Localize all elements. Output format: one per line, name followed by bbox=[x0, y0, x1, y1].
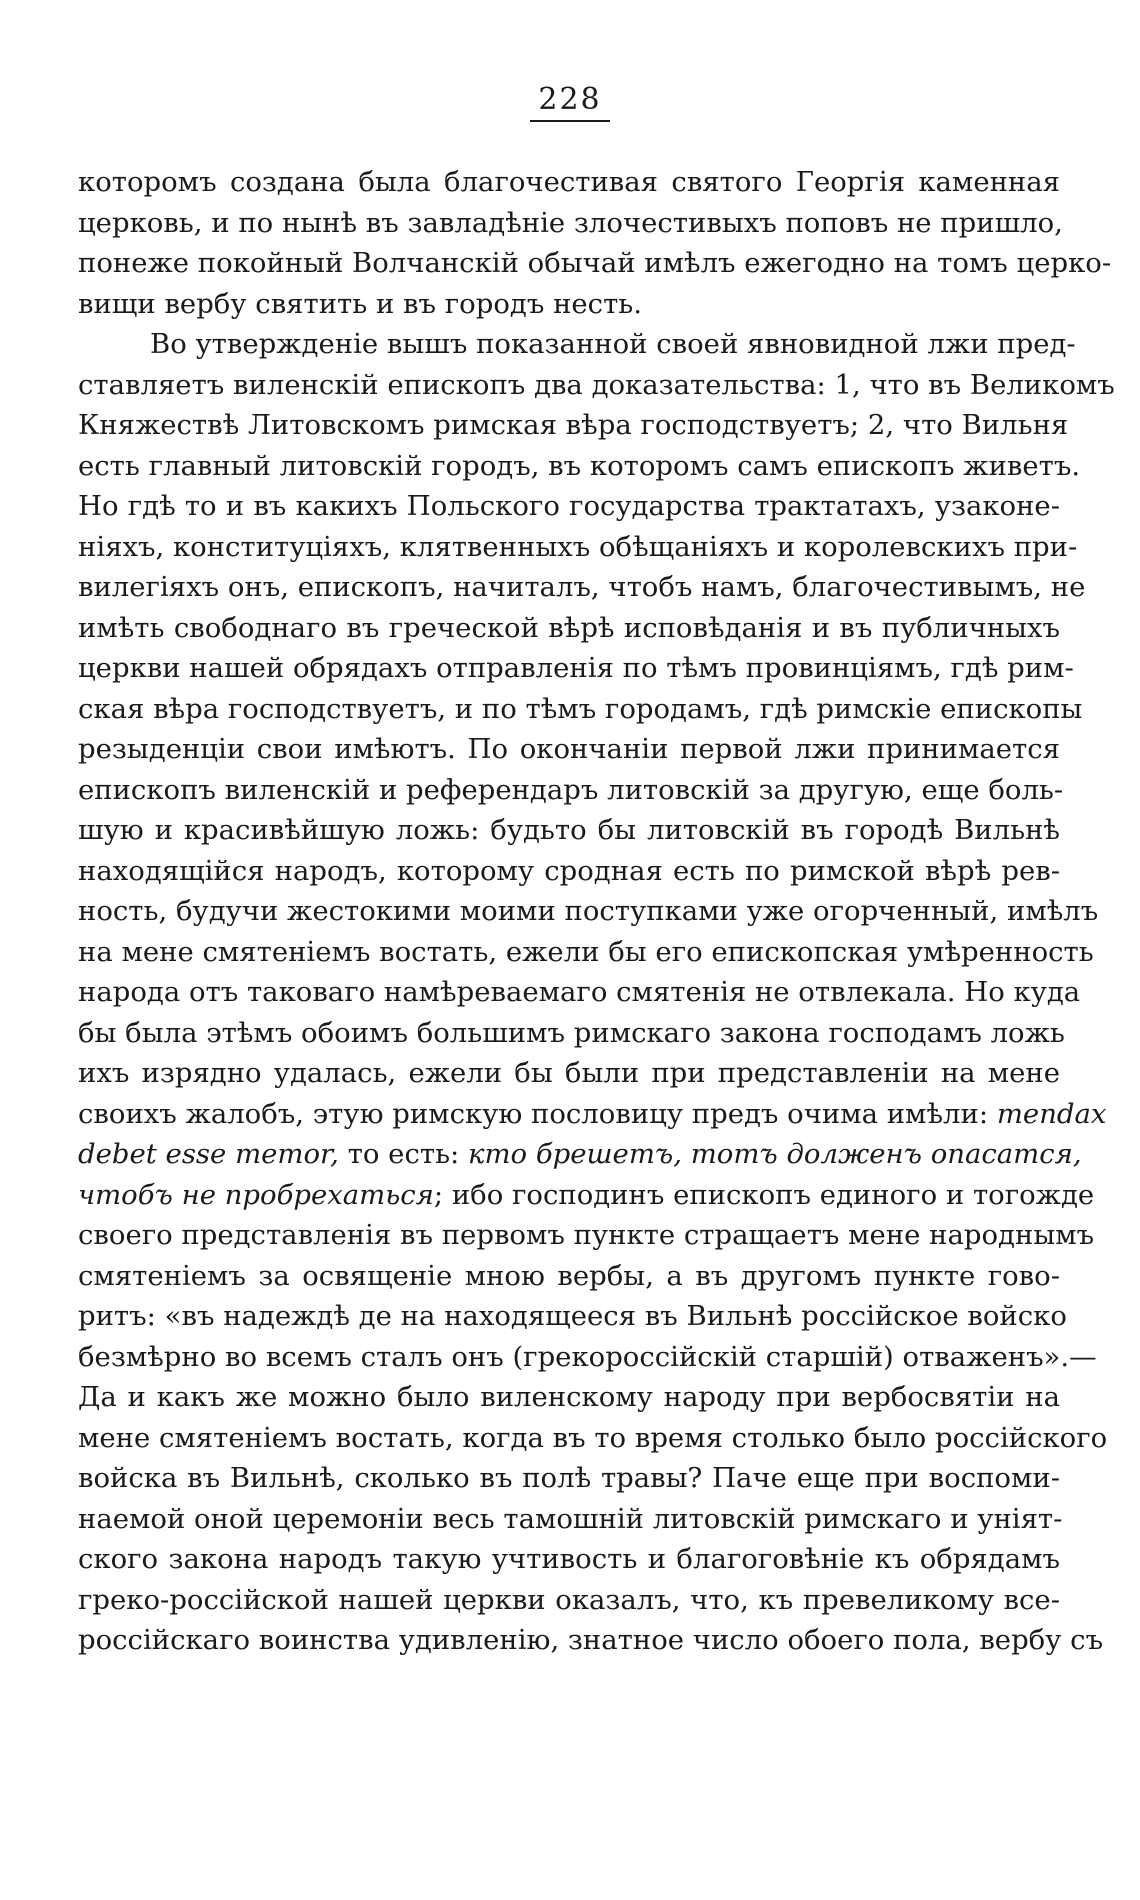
text-line: ность, будучи жестокими моими поступками уже огорченный, имѣлъ bbox=[78, 895, 1099, 927]
latin-phrase: debet esse memor, bbox=[78, 1138, 339, 1170]
italic-translation: чтобъ не пробрехаться bbox=[78, 1178, 434, 1211]
text-line bbox=[78, 1175, 1095, 1216]
text-line bbox=[78, 1094, 1107, 1135]
text-line: ніяхъ, конституціяхъ, клятвенныхъ обѣщаніяхъ и королевскихъ при- bbox=[78, 530, 1078, 563]
text-line: резыденціи свои имѣютъ. По окончаніи первой лжи принимается bbox=[78, 733, 1060, 765]
text-line: ская вѣра господствуетъ, и по тѣмъ городамъ, гдѣ римскіе епископы bbox=[78, 692, 1083, 725]
text-line: есть главный литовскій городъ, въ которомъ самъ епископъ живетъ. bbox=[78, 449, 1081, 482]
text-line: народа отъ таковаго намѣреваемаго смятенія не отвлекала. Но куда bbox=[78, 976, 1081, 1008]
text-line: Но гдѣ то и въ какихъ Польского государства трактатахъ, узаконе- bbox=[78, 490, 1060, 522]
text-line: бы была этѣмъ обоимъ большимъ римскаго закона господамъ ложь bbox=[78, 1016, 1065, 1049]
page-number-text: 228 bbox=[530, 82, 609, 122]
text-line: ихъ изрядно удалась, ежели бы были при представленіи на мене bbox=[78, 1057, 1060, 1089]
text-line: Да и какъ же можно было виленскому народу при вербосвятіи на bbox=[78, 1381, 1060, 1413]
latin-phrase: mendax bbox=[996, 1097, 1107, 1130]
text-line: церкви нашей обрядахъ отправленія по тѣмъ провинціямъ, гдѣ рим- bbox=[78, 652, 1074, 684]
text-line: на мене смятеніемъ востать, ежели бы его епископская умѣренность bbox=[78, 935, 1094, 968]
page-number bbox=[0, 82, 1140, 122]
text-line: имѣть свободнаго въ греческой вѣрѣ исповѣданія и въ публичныхъ bbox=[78, 611, 1060, 644]
text-line: ского закона народъ такую учтивость и благоговѣніе къ обрядамъ bbox=[78, 1543, 1060, 1575]
text-line: ставляетъ виленскій епископъ два доказательства: 1, что въ Великомъ bbox=[78, 368, 1115, 401]
text-line: церковь, и по нынѣ въ завладѣніе злочестивыхъ поповъ не пришло, bbox=[78, 206, 1063, 239]
text-line: своего представленія въ первомъ пункте стращаетъ мене народнымъ bbox=[78, 1219, 1095, 1251]
text-line: ритъ: «въ надеждѣ де на находящееся въ Вильнѣ россійское войско bbox=[78, 1300, 1067, 1332]
text-line: которомъ создана была благочестивая святого Георгія каменная bbox=[78, 166, 1060, 198]
page-text bbox=[78, 162, 1115, 1661]
text-line: шую и красивѣйшую ложь: будьто бы литовскій въ городѣ Вильнѣ bbox=[78, 814, 1060, 846]
text-line bbox=[78, 1134, 1082, 1175]
text-line: вилегіяхъ онъ, епископъ, начиталъ, чтобъ намъ, благочестивымъ, не bbox=[78, 571, 1086, 603]
text-line: безмѣрно во всемъ сталъ онъ (грекороссійскій старшій) отваженъ».— bbox=[78, 1340, 1097, 1373]
text-segment: то есть: bbox=[338, 1138, 469, 1170]
text-line: вищи вербу святить и въ городъ несть. bbox=[78, 287, 643, 320]
text-line: россійскаго воинства удивленію, знатное число обоего пола, вербу съ bbox=[78, 1624, 1104, 1656]
italic-translation: кто брешетъ, тотъ долженъ опасатся, bbox=[468, 1138, 1082, 1170]
text-line: смятеніемъ за освященіе мною вербы, а въ другомъ пункте гово- bbox=[78, 1259, 1060, 1292]
text-line: Княжествѣ Литовскомъ римская вѣра господствуетъ; 2, что Вильня bbox=[78, 409, 1069, 441]
text-line: находящійся народъ, которому сродная есть по римской вѣрѣ рев- bbox=[78, 854, 1060, 887]
text-line: понеже покойный Волчанскій обычай имѣлъ ежегодно на томъ церко- bbox=[78, 247, 1112, 279]
text-segment: ; ибо господинъ епископъ единого и тогожде bbox=[433, 1178, 1095, 1211]
text-line: Во утвержденіе вышъ показанной своей явновидной лжи пред- bbox=[150, 328, 1076, 360]
text-line: греко-россійской нашей церкви оказалъ, что, къ превеликому все- bbox=[78, 1583, 1060, 1616]
text-line: войска въ Вильнѣ, сколько въ полѣ травы? Паче еще при воспоми- bbox=[78, 1462, 1060, 1494]
text-line: наемой оной церемоніи весь тамошній литовскій римскаго и уніят- bbox=[78, 1502, 1063, 1535]
text-line: епископъ виленскій и референдаръ литовскій за другую, еще боль- bbox=[78, 773, 1064, 806]
text-segment: своихъ жалобъ, этую римскую пословицу предъ очима имѣли: bbox=[78, 1097, 989, 1130]
text-line: мене смятеніемъ востать, когда въ то время столько было россійского bbox=[78, 1421, 1108, 1454]
